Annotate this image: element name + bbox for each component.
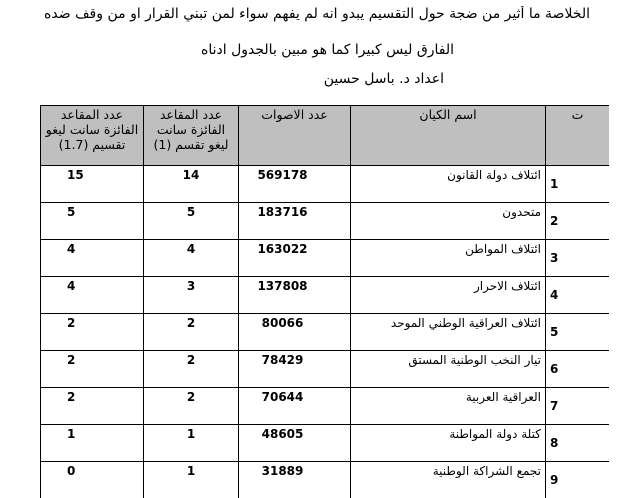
cell-votes: 48605 — [239, 425, 351, 462]
header-name: اسم الكيان — [351, 106, 546, 166]
cell-seats-1-7: 2 — [41, 314, 144, 351]
table-row — [41, 203, 610, 240]
cell-seats-1-7: 2 — [41, 388, 144, 425]
cell-seq: 2 — [546, 203, 610, 240]
cell-seats-1-7: 2 — [41, 351, 144, 388]
cell-seats-1-7: 15 — [41, 166, 144, 203]
table-row — [41, 277, 610, 314]
cell-seq: 1 — [546, 166, 610, 203]
results-table-wrapper — [40, 105, 609, 498]
cell-name: ائتلاف المواطن — [351, 240, 546, 277]
cell-seq: 8 — [546, 425, 610, 462]
cell-seats-1: 2 — [144, 351, 239, 388]
table-row — [41, 462, 610, 498]
cell-seats-1: 2 — [144, 388, 239, 425]
cell-seq: 4 — [546, 277, 610, 314]
table-header-row — [41, 106, 610, 166]
cell-votes: 78429 — [239, 351, 351, 388]
cell-votes: 569178 — [239, 166, 351, 203]
table-row — [41, 166, 610, 203]
cell-votes: 70644 — [239, 388, 351, 425]
cell-seq: 9 — [546, 462, 610, 498]
cell-votes: 31889 — [239, 462, 351, 498]
summary-line: الخلاصة ما أثير من ضجة حول التقسيم يبدو انه لم يفهم سواء لمن تبني القرار او من وقف ضده — [44, 6, 590, 22]
cell-seats-1: 1 — [144, 425, 239, 462]
cell-seats-1: 5 — [144, 203, 239, 240]
cell-name: ائتلاف الاحرار — [351, 277, 546, 314]
cell-name: ائتلاف دولة القانون — [351, 166, 546, 203]
cell-name: ائتلاف العراقية الوطني الموحد — [351, 314, 546, 351]
cell-seats-1: 3 — [144, 277, 239, 314]
table-row — [41, 314, 610, 351]
cell-seats-1-7: 5 — [41, 203, 144, 240]
cell-seq: 3 — [546, 240, 610, 277]
header-votes: عدد الاصوات — [239, 106, 351, 166]
table-row — [41, 388, 610, 425]
cell-seats-1: 4 — [144, 240, 239, 277]
table-row — [41, 240, 610, 277]
header-seq: ت — [546, 106, 610, 166]
summary-subline: الفارق ليس كبيرا كما هو مبين بالجدول ادناه — [201, 42, 454, 58]
cell-name: متحدون — [351, 203, 546, 240]
cell-seats-1-7: 1 — [41, 425, 144, 462]
cell-name: العراقية العربية — [351, 388, 546, 425]
results-table — [40, 105, 609, 498]
header-seats-divisor-1-7: عدد المقاعد الفائزة سانت ليغو تقسيم (1.7) — [41, 106, 144, 166]
cell-seats-1: 1 — [144, 462, 239, 498]
cell-name: كتلة دولة المواطنة — [351, 425, 546, 462]
cell-seats-1: 2 — [144, 314, 239, 351]
table-row — [41, 351, 610, 388]
cell-name: تجمع الشراكة الوطنية — [351, 462, 546, 498]
cell-votes: 163022 — [239, 240, 351, 277]
cell-seats-1-7: 4 — [41, 240, 144, 277]
cell-name: تيار النخب الوطنية المستق — [351, 351, 546, 388]
cell-votes: 137808 — [239, 277, 351, 314]
cell-votes: 183716 — [239, 203, 351, 240]
cell-seq: 7 — [546, 388, 610, 425]
cell-seats-1: 14 — [144, 166, 239, 203]
author-line: اعداد د. باسل حسين — [323, 71, 444, 87]
cell-seq: 5 — [546, 314, 610, 351]
cell-seats-1-7: 4 — [41, 277, 144, 314]
header-seats-divisor-1: عدد المقاعد الفائزة سانت ليغو تقسم (1) — [144, 106, 239, 166]
table-row — [41, 425, 610, 462]
cell-seq: 6 — [546, 351, 610, 388]
cell-seats-1-7: 0 — [41, 462, 144, 498]
cell-votes: 80066 — [239, 314, 351, 351]
